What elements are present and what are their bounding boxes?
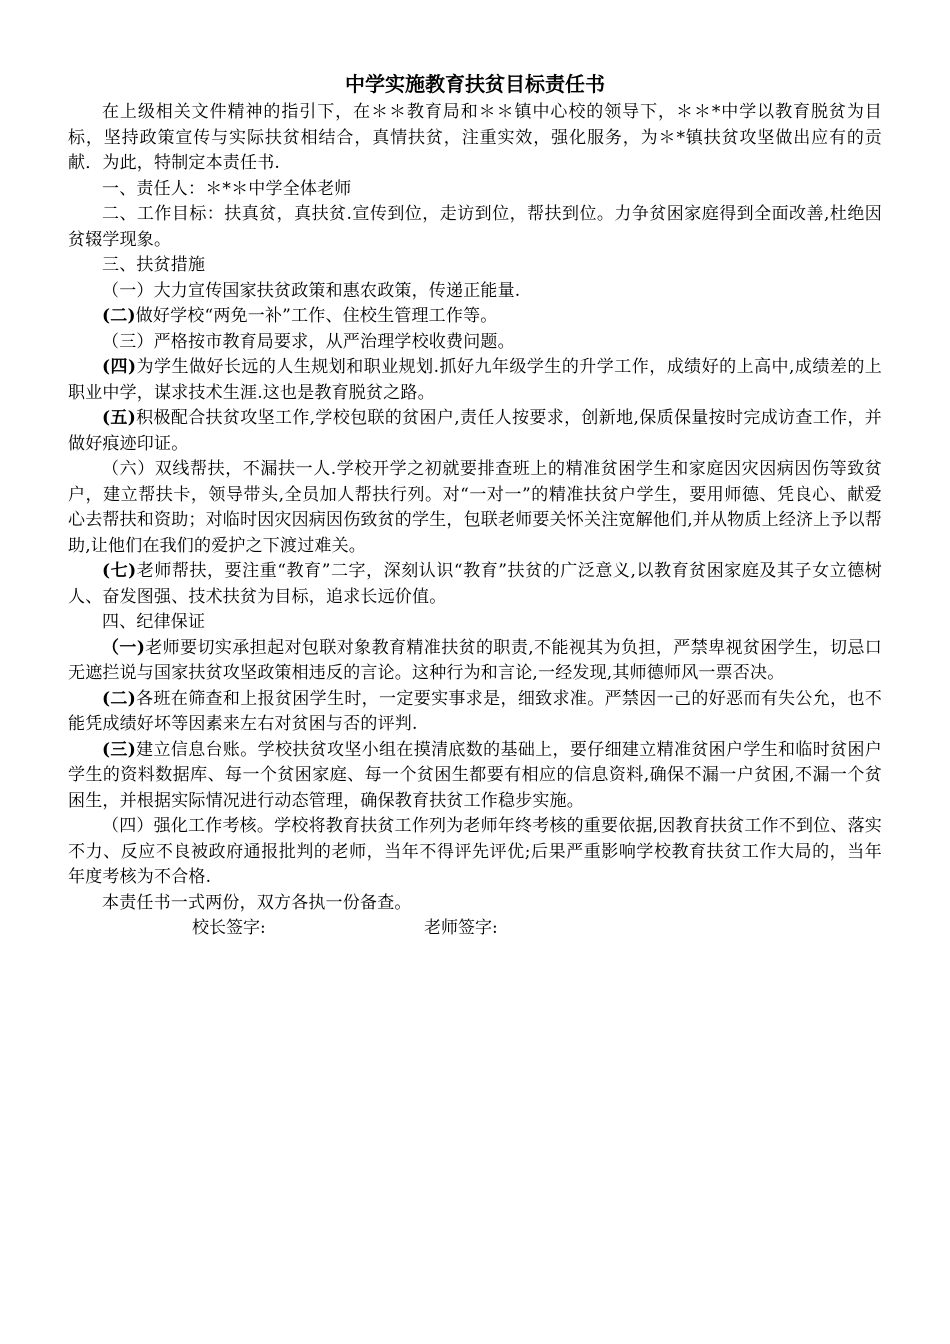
document-title: 中学实施教育扶贫目标责任书 <box>345 72 605 96</box>
section-work-goal: 二、工作目标：扶真贫，真扶贫.宣传到位，走访到位，帮扶到位。力争贫困家庭得到全面改善,杜绝因贫辍学现象。 <box>68 204 882 250</box>
document-page <box>68 70 882 941</box>
measure-6: （六）双线帮扶，不漏扶一人.学校开学之初就要排查班上的精准贫困学生和家庭因灾因病因伤等致贫户，建立帮扶卡，领导带头,全员加人帮扶行列。对“一对一”的精准扶贫户学生，要用师德、凭良心、献爱心去帮扶和资助；对临时因灾因病因伤致贫的学生，包联老师要关怀关注宽解他们,并从物质上经济上予以帮助,让他们在我们的爱护之下渡过难关。 <box>68 459 883 556</box>
teacher-signature-label: 老师签字: <box>424 918 498 938</box>
discipline-3-text: 建立信息台账。学校扶贫攻坚小组在摸清底数的基础上，要仔细建立精准贫困户学生和临时贫困户学生的资料数据库、每一个贫困家庭、每一个贫困生都要有相应的信息资料,确保不漏一户贫困,不漏一个贫困生，并根据实际情况进行动态管理，确保教育扶贫工作稳步实施。 <box>68 739 883 811</box>
discipline-2-text: 各班在筛查和上报贫困学生时，一定要实事求是，细致求准。严禁因一己的好恶而有失公允，也不能凭成绩好坏等因素来左右对贫困与否的评判. <box>68 688 883 734</box>
discipline-3 <box>68 738 882 815</box>
section-discipline-heading: 四、纪律保证 <box>102 612 206 632</box>
closing-statement: 本责任书一式两份，双方各执一份备查。 <box>102 892 412 913</box>
section-responsible-person: 一、责任人：＊*＊中学全体老师 <box>102 178 352 199</box>
measure-5 <box>68 406 882 457</box>
measure-4 <box>68 355 882 406</box>
measure-2-number: (二) <box>102 306 136 326</box>
measure-2-text: 做好学校“两免一补”工作、住校生管理工作等。 <box>135 306 498 326</box>
measure-7 <box>68 559 882 610</box>
discipline-2-number: (二) <box>102 688 136 709</box>
measure-2 <box>68 304 882 330</box>
discipline-2 <box>68 687 882 738</box>
measure-4-text: 为学生做好长远的人生规划和职业规划.抓好九年级学生的升学工作，成绩好的上高中,成绩差的上职业中学，谋求技术生涯.这也是教育脱贫之路。 <box>68 357 883 403</box>
measure-3: （三）严格按市教育局要求，从严治理学校收费问题。 <box>102 331 515 352</box>
intro-paragraph: 在上级相关文件精神的指引下，在＊＊教育局和＊＊镇中心校的领导下，＊＊*中学以教育脱贫为目标，坚持政策宣传与实际扶贫相结合，真情扶贫，注重实效，强化服务，为＊*镇扶贫攻坚做出应有的贡献．为此，特制定本责任书. <box>68 102 882 173</box>
discipline-1 <box>68 636 882 687</box>
signature-line <box>68 916 882 941</box>
measure-7-text: 老师帮扶，要注重“教育”二字，深刻认识“教育”扶贫的广泛意义,以教育贫困家庭及其子女立德树人、奋发图强、技术扶贫为目标，追求长远价值。 <box>68 561 882 607</box>
discipline-1-text: 老师要切实承担起对包联对象教育精准扶贫的职责,不能视其为负担，严禁卑视贫困学生，切忌口无遮拦说与国家扶贫攻坚政策相违反的言论。这种行为和言论,一经发现,其师德师风一票否决。 <box>68 637 882 683</box>
principal-signature-label: 校长签字: <box>192 918 266 938</box>
measure-1: （一）大力宣传国家扶贫政策和惠农政策，传递正能量. <box>102 280 521 301</box>
section-measures-heading: 三、扶贫措施 <box>102 255 206 275</box>
measure-5-text: 积极配合扶贫攻坚工作,学校包联的贫困户,责任人按要求，创新地,保质保量按时完成访查工作，并做好痕迹印证。 <box>68 408 883 454</box>
measure-7-number: (七) <box>102 561 137 581</box>
measure-5-number: (五) <box>102 408 136 428</box>
discipline-4: （四）强化工作考核。学校将教育扶贫工作列为老师年终考核的重要依据,因教育扶贫工作不到位、落实不力、反应不良被政府通报批判的老师，当年不得评先评优;后果严重影响学校教育扶贫工作大局的，当年年度考核为不合格. <box>68 816 882 887</box>
measure-4-number: (四) <box>102 357 137 377</box>
discipline-3-number: (三) <box>102 739 136 760</box>
discipline-1-number: （一) <box>102 637 146 658</box>
